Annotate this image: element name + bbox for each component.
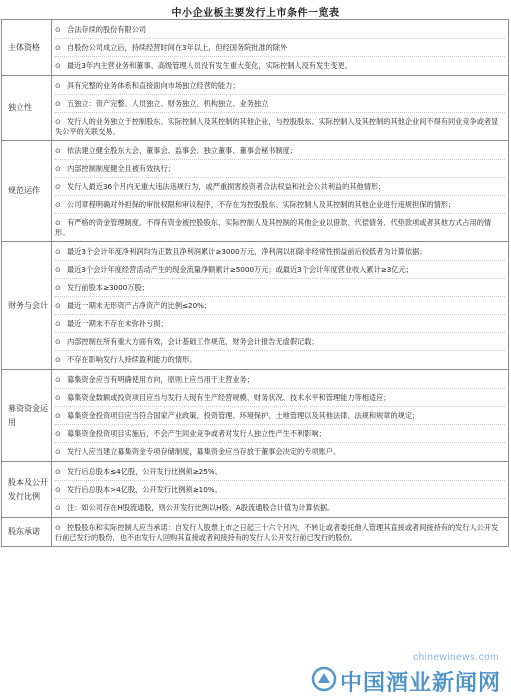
condition-item	[55, 160, 505, 178]
condition-item	[55, 57, 505, 74]
bullet-circle-icon: ⊙	[55, 430, 61, 438]
condition-item	[55, 443, 505, 460]
condition-item	[55, 463, 505, 481]
condition-item	[55, 142, 505, 160]
condition-text: 最近一期末不存在未弥补亏损；	[67, 319, 168, 328]
condition-text: 最近3年内主营业务和董事、高级管理人员没有发生重大变化，实际控制人没有发生变更。	[67, 61, 352, 70]
condition-item	[55, 196, 505, 214]
condition-item	[55, 481, 505, 499]
condition-item	[55, 214, 505, 240]
condition-text: 有严格的资金管理制度，不得有资金被控股股东、实际控制人及其控制的其他企业以借款、代偿债务、代垫款项或者其他方式占用的情形。	[55, 218, 492, 237]
condition-text: 最近3个会计年度净利润均为正数且净利润累计≥3000万元，净利润以扣除非经常性损益前后较低者为计算依据；	[67, 247, 427, 256]
condition-text: 依法建立健全股东大会、董事会、监事会、独立董事、董事会秘书制度；	[67, 146, 298, 155]
condition-item	[55, 333, 505, 351]
bullet-circle-icon: ⊙	[55, 486, 61, 494]
bullet-circle-icon: ⊙	[55, 302, 61, 310]
condition-text: 发行前股本≥3000万股；	[67, 283, 149, 292]
condition-text: 发行人最近36个月内无重大违法违规行为，或严重损害投资者合法权益和社会公共利益的其他情形；	[67, 182, 386, 191]
row-conditions	[52, 518, 509, 547]
bullet-circle-icon: ⊙	[55, 219, 61, 227]
bullet-circle-icon: ⊙	[55, 100, 61, 108]
condition-text: 发行人的业务独立于控制股东、实际控制人及其控制的其他企业，与控股股东、实际控制人及其控制的其他企业间不得有同业竞争或者显失公平的关联交易。	[55, 117, 499, 136]
condition-text: 自股份公司成立后，持续经营时间在3年以上，但经国务院批准的除外	[67, 43, 288, 52]
page-title: 中小企业板主要发行上市条件一览表	[171, 8, 340, 19]
condition-text: 内部控制制度健全且被有效执行；	[67, 164, 175, 173]
bullet-circle-icon: ⊙	[55, 147, 61, 155]
condition-text: 发行后总股本≤4亿股，公开发行比例须≥25%。	[67, 467, 222, 476]
bullet-circle-icon: ⊙	[55, 62, 61, 70]
condition-item	[55, 113, 505, 139]
condition-item	[55, 315, 505, 333]
condition-item	[55, 77, 505, 95]
row-conditions	[52, 76, 509, 141]
condition-item	[55, 95, 505, 113]
row-category: 主体资格	[2, 20, 52, 76]
condition-text: 募集资金数额或投资项目应当与发行人现有生产经营规模、财务状况、技术水平和管理能力等相适应；	[67, 393, 391, 402]
watermark	[305, 652, 505, 698]
condition-item	[55, 243, 505, 261]
condition-text: 合法存续的股份有限公司	[67, 25, 147, 34]
table-row	[2, 518, 509, 547]
row-category: 规范运作	[2, 141, 52, 242]
row-conditions	[52, 242, 509, 370]
table-row	[2, 20, 509, 76]
row-conditions	[52, 462, 509, 518]
condition-item	[55, 407, 505, 425]
condition-text: 最近一期末无形资产占净资产的比例≤20%；	[67, 301, 212, 310]
bullet-circle-icon: ⊙	[55, 165, 61, 173]
bullet-circle-icon: ⊙	[55, 448, 61, 456]
row-conditions	[52, 141, 509, 242]
listing-conditions-table	[1, 19, 509, 547]
condition-text: 募集资金投资项目应当符合国家产业政策、投资管理、环境保护、土地管理以及其他法律、法规和规章的规定；	[67, 411, 420, 420]
bullet-circle-icon: ⊙	[55, 338, 61, 346]
bullet-circle-icon: ⊙	[55, 356, 61, 364]
condition-text: 五独立：资产完整、人员独立、财务独立、机构独立、业务独立	[67, 99, 269, 108]
bullet-circle-icon: ⊙	[55, 183, 61, 191]
condition-text: 最近3个会计年度经营活动产生的现金流量净额累计≥5000万元；或最近3个会计年度营业收入累计≥3亿元；	[67, 265, 413, 274]
row-category: 独立性	[2, 76, 52, 141]
condition-text: 公司章程明确对外担保的审批权限和审议程序，不存在为控股股东、实际控制人及其控制的其他企业进行违规担保的情形；	[67, 200, 456, 209]
bullet-circle-icon: ⊙	[55, 82, 61, 90]
row-category: 股本及公开发行比例	[2, 462, 52, 518]
row-conditions	[52, 370, 509, 462]
bullet-circle-icon: ⊙	[55, 26, 61, 34]
bullet-circle-icon: ⊙	[55, 248, 61, 256]
condition-item	[55, 39, 505, 57]
condition-item	[55, 519, 505, 545]
condition-item	[55, 261, 505, 279]
table-row	[2, 370, 509, 462]
bullet-circle-icon: ⊙	[55, 201, 61, 209]
condition-item	[55, 425, 505, 443]
table-row	[2, 242, 509, 370]
watermark-url: chinewinews.com	[413, 652, 499, 663]
table-row	[2, 76, 509, 141]
bullet-circle-icon: ⊙	[55, 320, 61, 328]
bullet-circle-icon: ⊙	[55, 266, 61, 274]
table-row	[2, 462, 509, 518]
condition-item	[55, 499, 505, 516]
condition-text: 内部控制在所有重大方面有效，会计基础工作规范，财务会计报告无虚假记载；	[67, 337, 319, 346]
condition-item	[55, 178, 505, 196]
condition-item	[55, 297, 505, 315]
condition-item	[55, 371, 505, 389]
row-category: 募资资金运用	[2, 370, 52, 462]
condition-text: 募集资金应当有明确使用方向，原则上应当用于主营业务；	[67, 375, 254, 384]
row-category: 股东承诺	[2, 518, 52, 547]
bullet-circle-icon: ⊙	[55, 504, 61, 512]
condition-text: 募集资金投资项目实施后，不会产生同业竞争或者对发行人独立性产生不利影响；	[67, 429, 326, 438]
bullet-circle-icon: ⊙	[55, 118, 61, 126]
condition-text: 控股股东和实际控制人应当承诺：自发行人股票上市之日起三十六个月内，不转让或者委托他人管理其直接或者间接持有的发行人公开发行前已发行的股份，也不由发行人回购其直接或者间接持有的发行人公开发行前已发行的股份。	[55, 523, 499, 542]
condition-text: 发行后总股本>4亿股，公开发行比例须≥10%。	[67, 485, 222, 494]
condition-text: 注：如公司存在H股流通股，则公开发行比例以H股、A股流通股合计值为计算依据。	[67, 503, 335, 512]
row-category: 财务与会计	[2, 242, 52, 370]
condition-text: 具有完整的业务体系和直接面向市场独立经营的能力；	[67, 81, 240, 90]
bullet-circle-icon: ⊙	[55, 284, 61, 292]
bullet-circle-icon: ⊙	[55, 468, 61, 476]
watermark-name: 中国酒业新闻网	[339, 671, 501, 696]
condition-item	[55, 351, 505, 368]
bullet-circle-icon: ⊙	[55, 376, 61, 384]
condition-text: 发行人应当建立募集资金专项存储制度，募集资金应当存放于董事会决定的专项账户。	[67, 447, 341, 456]
row-conditions	[52, 20, 509, 76]
table-row	[2, 141, 509, 242]
condition-item	[55, 21, 505, 39]
bullet-circle-icon: ⊙	[55, 394, 61, 402]
bullet-circle-icon: ⊙	[55, 44, 61, 52]
condition-text: 不存在影响发行人持续盈利能力的情形。	[67, 355, 197, 364]
bullet-circle-icon: ⊙	[55, 412, 61, 420]
condition-item	[55, 279, 505, 297]
watermark-logo-icon	[311, 666, 337, 692]
bullet-circle-icon: ⊙	[55, 524, 61, 532]
condition-item	[55, 389, 505, 407]
